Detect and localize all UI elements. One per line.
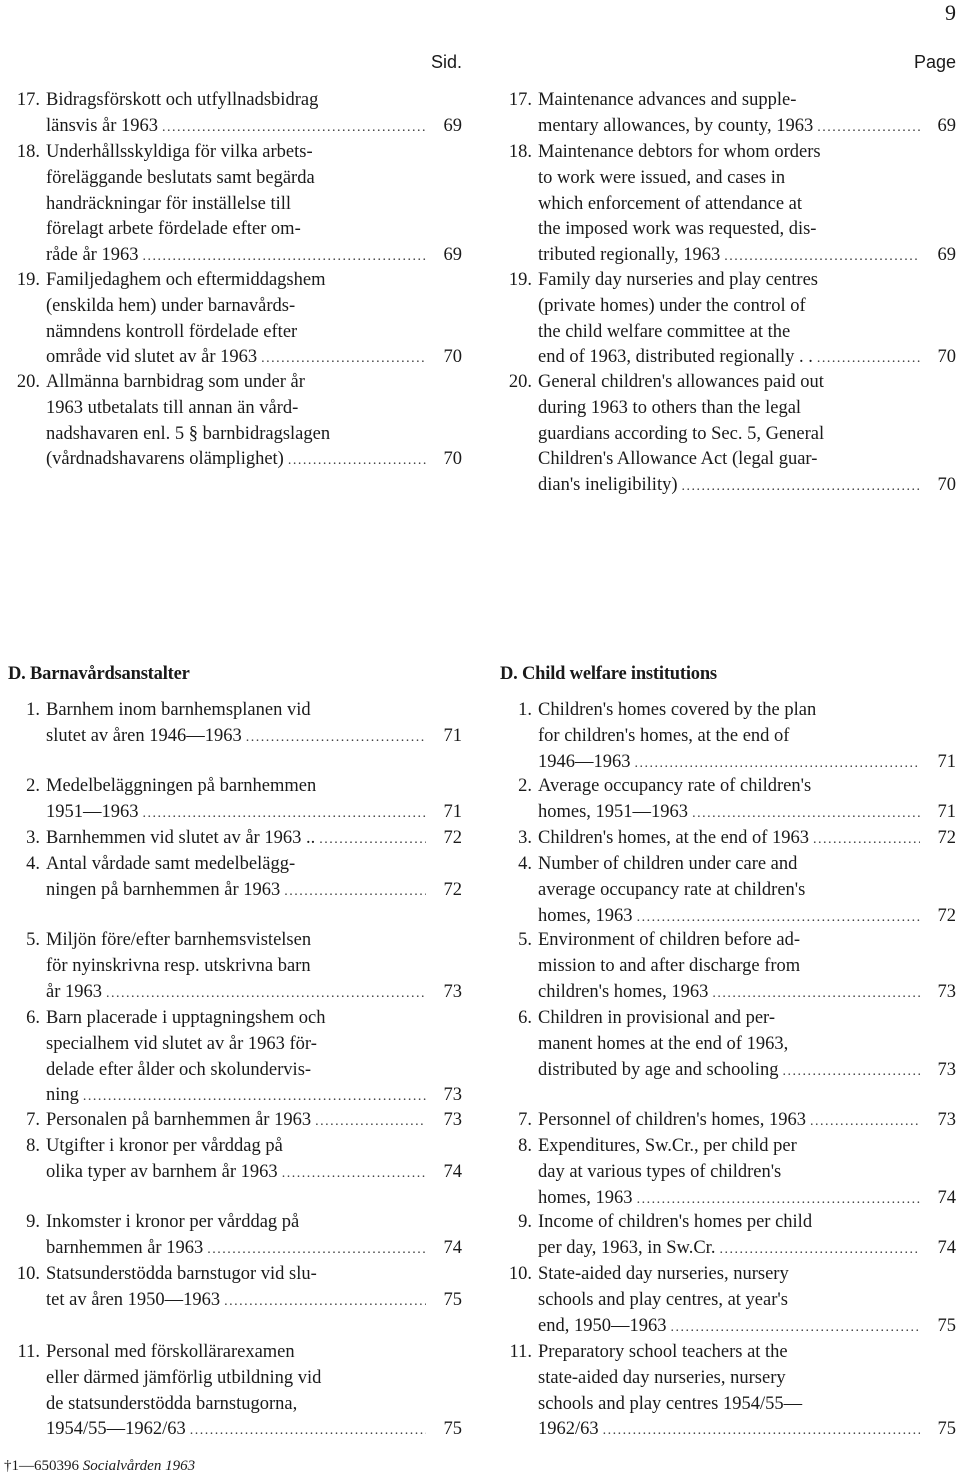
toc-page-number: 72 — [443, 879, 462, 900]
toc-page-number: 74 — [937, 1237, 956, 1258]
toc-page-number: 73 — [937, 1059, 956, 1080]
toc-page-number: 73 — [937, 1110, 956, 1130]
toc-entry-text: guardians according to Sec. 5, General — [538, 423, 825, 444]
toc-entry-text: Family day nurseries and play centres — [538, 270, 818, 290]
leader-dots — [106, 980, 426, 1006]
leader-dots — [635, 750, 921, 776]
toc-entry-number: 19. — [16, 270, 40, 290]
toc-entry-text: distributed by age and schooling — [538, 1059, 779, 1080]
leader-dots — [810, 1108, 920, 1134]
toc-entry-text: Inkomster i kronor per vårddag på — [46, 1212, 300, 1232]
toc-entry-text: Medelbeläggningen på barnhemmen — [46, 776, 317, 796]
leader-dots — [603, 1417, 920, 1443]
toc-entry-number: 10. — [16, 1264, 40, 1284]
toc-page-number: 72 — [443, 828, 462, 848]
toc-entry-text: Barn placerade i upptagningshem och — [46, 1008, 326, 1028]
toc-entry-number: 11. — [509, 1342, 532, 1362]
leader-dots — [724, 243, 920, 269]
toc-page-number: 72 — [937, 905, 956, 926]
toc-entry-text: Children's homes, at the end of 1963 — [538, 828, 810, 848]
toc-entry-text: mentary allowances, by county, 1963 — [538, 115, 814, 136]
toc-entry-text: 1946—1963 — [538, 751, 631, 772]
leader-dots — [670, 1314, 920, 1340]
leader-dots — [782, 1058, 920, 1084]
toc-entry-text: (vårdnadshavarens olämplighet) — [46, 449, 284, 470]
toc-entry-text: homes, 1963 — [538, 905, 633, 926]
toc-entry-number: 2. — [518, 776, 532, 796]
toc-entry-number: 9. — [518, 1212, 532, 1232]
toc-entry-text: handräckningar för inställelse till — [46, 193, 292, 214]
toc-entry-number: 11. — [17, 1342, 40, 1362]
toc-entry-number: 5. — [26, 930, 40, 950]
toc-entry-text: Maintenance debtors for whom orders — [538, 142, 821, 162]
leader-dots — [284, 878, 426, 904]
toc-page-number: 75 — [443, 1419, 462, 1440]
toc-entry-number: 10. — [508, 1264, 532, 1284]
leader-dots — [143, 800, 427, 826]
leader-dots — [813, 826, 920, 852]
toc-entry-number: 4. — [26, 854, 40, 874]
toc-entry-text: average occupancy rate at children's — [538, 879, 806, 900]
toc-entry-number: 7. — [518, 1110, 532, 1130]
toc-entry-text: dian's ineligibility) — [538, 475, 678, 496]
toc-entry-text: per day, 1963, in Sw.Cr. — [538, 1237, 716, 1258]
toc-page-number: 74 — [443, 1161, 462, 1182]
toc-entry-number: 8. — [518, 1136, 532, 1156]
toc-entry-text: Allmänna barnbidrag som under år — [46, 372, 305, 392]
leader-dots — [319, 826, 426, 852]
toc-entry-text: Number of children under care and — [538, 854, 798, 874]
toc-entry-text: Children's Allowance Act (legal guar- — [538, 449, 818, 470]
leader-dots — [207, 1236, 426, 1262]
toc-entry-text: 1951—1963 — [46, 801, 139, 822]
toc-entry-text: ning — [46, 1085, 79, 1106]
toc-entry-text: tributed regionally, 1963 — [538, 245, 721, 266]
toc-entry-number: 4. — [518, 854, 532, 874]
toc-entry-text: homes, 1951—1963 — [538, 801, 689, 822]
toc-entry-text: which enforcement of attendance at — [538, 193, 803, 214]
footer-code: †1—650396 — [4, 1458, 79, 1474]
toc-page-number: 69 — [443, 245, 462, 266]
toc-page-number: 70 — [443, 449, 462, 470]
toc-entry-number: 6. — [518, 1008, 532, 1028]
toc-page-number: 69 — [937, 245, 956, 266]
toc-entry-text: Children in provisional and per- — [538, 1008, 775, 1028]
toc-page-number: 69 — [443, 115, 462, 136]
toc-entry-number: 1. — [26, 700, 40, 720]
toc-entry-number: 18. — [508, 142, 532, 162]
toc-entry-text: schools and play centres, at year's — [538, 1289, 788, 1310]
leader-dots — [162, 114, 426, 140]
toc-entry-text: Barnhemmen vid slutet av år 1963 .. — [46, 828, 316, 848]
leader-dots — [190, 1417, 426, 1443]
toc-entry-text: day at various types of children's — [538, 1161, 782, 1182]
toc-entry-text: Average occupancy rate of children's — [538, 776, 812, 796]
toc-page-number: 71 — [937, 801, 956, 822]
toc-entry-text: år 1963 — [46, 981, 102, 1002]
footer — [4, 1458, 195, 1475]
leader-dots — [224, 1288, 426, 1314]
toc-entry-text: State-aided day nurseries, nursery — [538, 1264, 789, 1284]
toc-page-number: 75 — [443, 1289, 462, 1310]
leader-dots — [682, 473, 921, 499]
toc-page-number: 70 — [937, 347, 956, 368]
toc-entry-text: Environment of children before ad- — [538, 930, 800, 950]
leader-dots — [637, 1186, 920, 1212]
toc-entry-text: manent homes at the end of 1963, — [538, 1033, 789, 1054]
toc-entry-text: for children's homes, at the end of — [538, 725, 790, 746]
leader-dots — [719, 1236, 920, 1262]
toc-page-number: 73 — [937, 981, 956, 1002]
leader-dots — [261, 345, 426, 371]
leader-dots — [246, 724, 426, 750]
toc-entry-text: Personnel of children's homes, 1963 — [538, 1110, 806, 1130]
leader-dots — [142, 243, 426, 269]
toc-entry-text: delade efter ålder och skolundervis- — [46, 1059, 312, 1080]
toc-page-number: 70 — [443, 347, 462, 368]
column-header-sid: Sid. — [430, 52, 462, 72]
swedish-column — [8, 0, 462, 1482]
toc-entry-text: ningen på barnhemmen år 1963 — [46, 879, 281, 900]
section-d-title-swedish: D. Barnavårdsanstalter — [8, 664, 190, 684]
footer-publication: Socialvården 1963 — [82, 1458, 196, 1474]
leader-dots — [282, 1160, 426, 1186]
toc-entry-number: 18. — [16, 142, 40, 162]
toc-page-number: 71 — [443, 801, 462, 822]
leader-dots — [637, 904, 920, 930]
english-column — [500, 0, 956, 1482]
toc-entry-text: schools and play centres 1954/55— — [538, 1393, 803, 1414]
toc-entry-text: the imposed work was requested, dis- — [538, 219, 817, 240]
toc-entry-text: för nyinskrivna resp. utskrivna barn — [46, 955, 311, 976]
toc-entry-text: Preparatory school teachers at the — [538, 1342, 788, 1362]
toc-entry-text: förelagt arbete fördelade efter om- — [46, 219, 301, 240]
toc-entry-text: children's homes, 1963 — [538, 981, 709, 1002]
toc-entry-text: Barnhem inom barnhemsplanen vid — [46, 700, 311, 720]
toc-page-number: 73 — [443, 981, 462, 1002]
toc-entry-number: 9. — [26, 1212, 40, 1232]
toc-entry-text: nadshavaren enl. 5 § barnbidragslagen — [46, 423, 331, 444]
page-number: 9 — [945, 0, 956, 25]
toc-entry-text: barnhemmen år 1963 — [46, 1237, 204, 1258]
toc-entry-text: 1963 utbetalats till annan än vård- — [46, 397, 299, 418]
toc-entry-text: 1962/63 — [538, 1419, 599, 1440]
toc-entry-text: General children's allowances paid out — [538, 372, 824, 392]
toc-page-number: 73 — [443, 1085, 462, 1106]
toc-entry-text: Miljön före/efter barnhemsvistelsen — [46, 930, 312, 950]
toc-page-number: 75 — [937, 1315, 956, 1336]
toc-entry-number: 20. — [508, 372, 532, 392]
toc-entry-number: 17. — [16, 90, 40, 110]
toc-entry-text: råde år 1963 — [46, 245, 139, 266]
column-header-page: Page — [913, 52, 956, 72]
toc-entry-text: Maintenance advances and supple- — [538, 90, 797, 110]
toc-page-number: 71 — [443, 725, 462, 746]
toc-entry-number: 1. — [518, 700, 532, 720]
toc-entry-text: to work were issued, and cases in — [538, 167, 786, 188]
toc-entry-text: nämndens kontroll fördelade efter — [46, 321, 298, 342]
toc-entry-number: 17. — [508, 90, 532, 110]
toc-entry-text: Utgifter i kronor per vårddag på — [46, 1136, 283, 1156]
toc-page-number: 74 — [443, 1237, 462, 1258]
leader-dots — [315, 1108, 426, 1134]
leader-dots — [83, 1083, 426, 1109]
toc-entry-text: länsvis år 1963 — [46, 115, 159, 136]
toc-page-number: 69 — [937, 115, 956, 136]
toc-entry-text: homes, 1963 — [538, 1187, 633, 1208]
toc-entry-text: slutet av åren 1946—1963 — [46, 725, 242, 746]
toc-entry-number: 19. — [508, 270, 532, 290]
leader-dots — [817, 345, 920, 371]
toc-page-number: 75 — [937, 1419, 956, 1440]
toc-entry-number: 8. — [26, 1136, 40, 1156]
toc-entry-number: 6. — [26, 1008, 40, 1028]
toc-entry-text: Income of children's homes per child — [538, 1212, 813, 1232]
toc-page-number: 72 — [937, 828, 956, 848]
toc-entry-text: specialhem vid slutet av år 1963 för- — [46, 1033, 317, 1054]
toc-entry-text: 1954/55—1962/63 — [46, 1419, 186, 1440]
toc-entry-text: (enskilda hem) under barnavårds- — [46, 295, 296, 316]
toc-entry-text: state-aided day nurseries, nursery — [538, 1367, 786, 1388]
toc-page-number: 71 — [937, 751, 956, 772]
toc-page-number: 74 — [937, 1187, 956, 1208]
toc-entry-text: Children's homes covered by the plan — [538, 700, 817, 720]
toc-entry-number: 2. — [26, 776, 40, 796]
toc-entry-text: the child welfare committee at the — [538, 321, 791, 342]
toc-entry-number: 5. — [518, 930, 532, 950]
leader-dots — [692, 800, 920, 826]
toc-entry-text: föreläggande beslutats samt begärda — [46, 167, 315, 188]
toc-entry-text: Statsunderstödda barnstugor vid slu- — [46, 1264, 317, 1284]
toc-entry-number: 20. — [16, 372, 40, 392]
toc-entry-number: 3. — [518, 828, 532, 848]
toc-entry-text: Personalen på barnhemmen år 1963 — [46, 1110, 312, 1130]
toc-entry-text: Antal vårdade samt medelbelägg- — [46, 854, 296, 874]
toc-entry-text: Underhållsskyldiga för vilka arbets- — [46, 142, 313, 162]
toc-page-number: 70 — [937, 475, 956, 496]
toc-entry-text: Bidragsförskott och utfyllnadsbidrag — [46, 90, 319, 110]
toc-entry-number: 3. — [26, 828, 40, 848]
toc-entry-text: end, 1950—1963 — [538, 1315, 667, 1336]
toc-entry-text: end of 1963, distributed regionally . . — [538, 347, 813, 368]
toc-entry-text: eller därmed jämförlig utbildning vid — [46, 1367, 322, 1388]
toc-entry-text: område vid slutet av år 1963 — [46, 347, 258, 368]
toc-entry-text: mission to and after discharge from — [538, 955, 801, 976]
toc-entry-text: de statsunderstödda barnstugorna, — [46, 1393, 298, 1414]
leader-dots — [712, 980, 920, 1006]
toc-entry-text: Familjedaghem och eftermiddagshem — [46, 270, 326, 290]
toc-entry-text: during 1963 to others than the legal — [538, 397, 802, 418]
section-d-title-english: D. Child welfare institutions — [500, 664, 717, 684]
leader-dots — [817, 114, 920, 140]
toc-page-number: 73 — [443, 1110, 462, 1130]
toc-entry-text: Personal med förskollärarexamen — [46, 1342, 295, 1362]
toc-entry-number: 7. — [26, 1110, 40, 1130]
toc-entry-text: (private homes) under the control of — [538, 295, 806, 316]
toc-entry-text: olika typer av barnhem år 1963 — [46, 1161, 278, 1182]
toc-entry-text: Expenditures, Sw.Cr., per child per — [538, 1136, 797, 1156]
leader-dots — [288, 447, 426, 473]
toc-entry-text: tet av åren 1950—1963 — [46, 1289, 221, 1310]
